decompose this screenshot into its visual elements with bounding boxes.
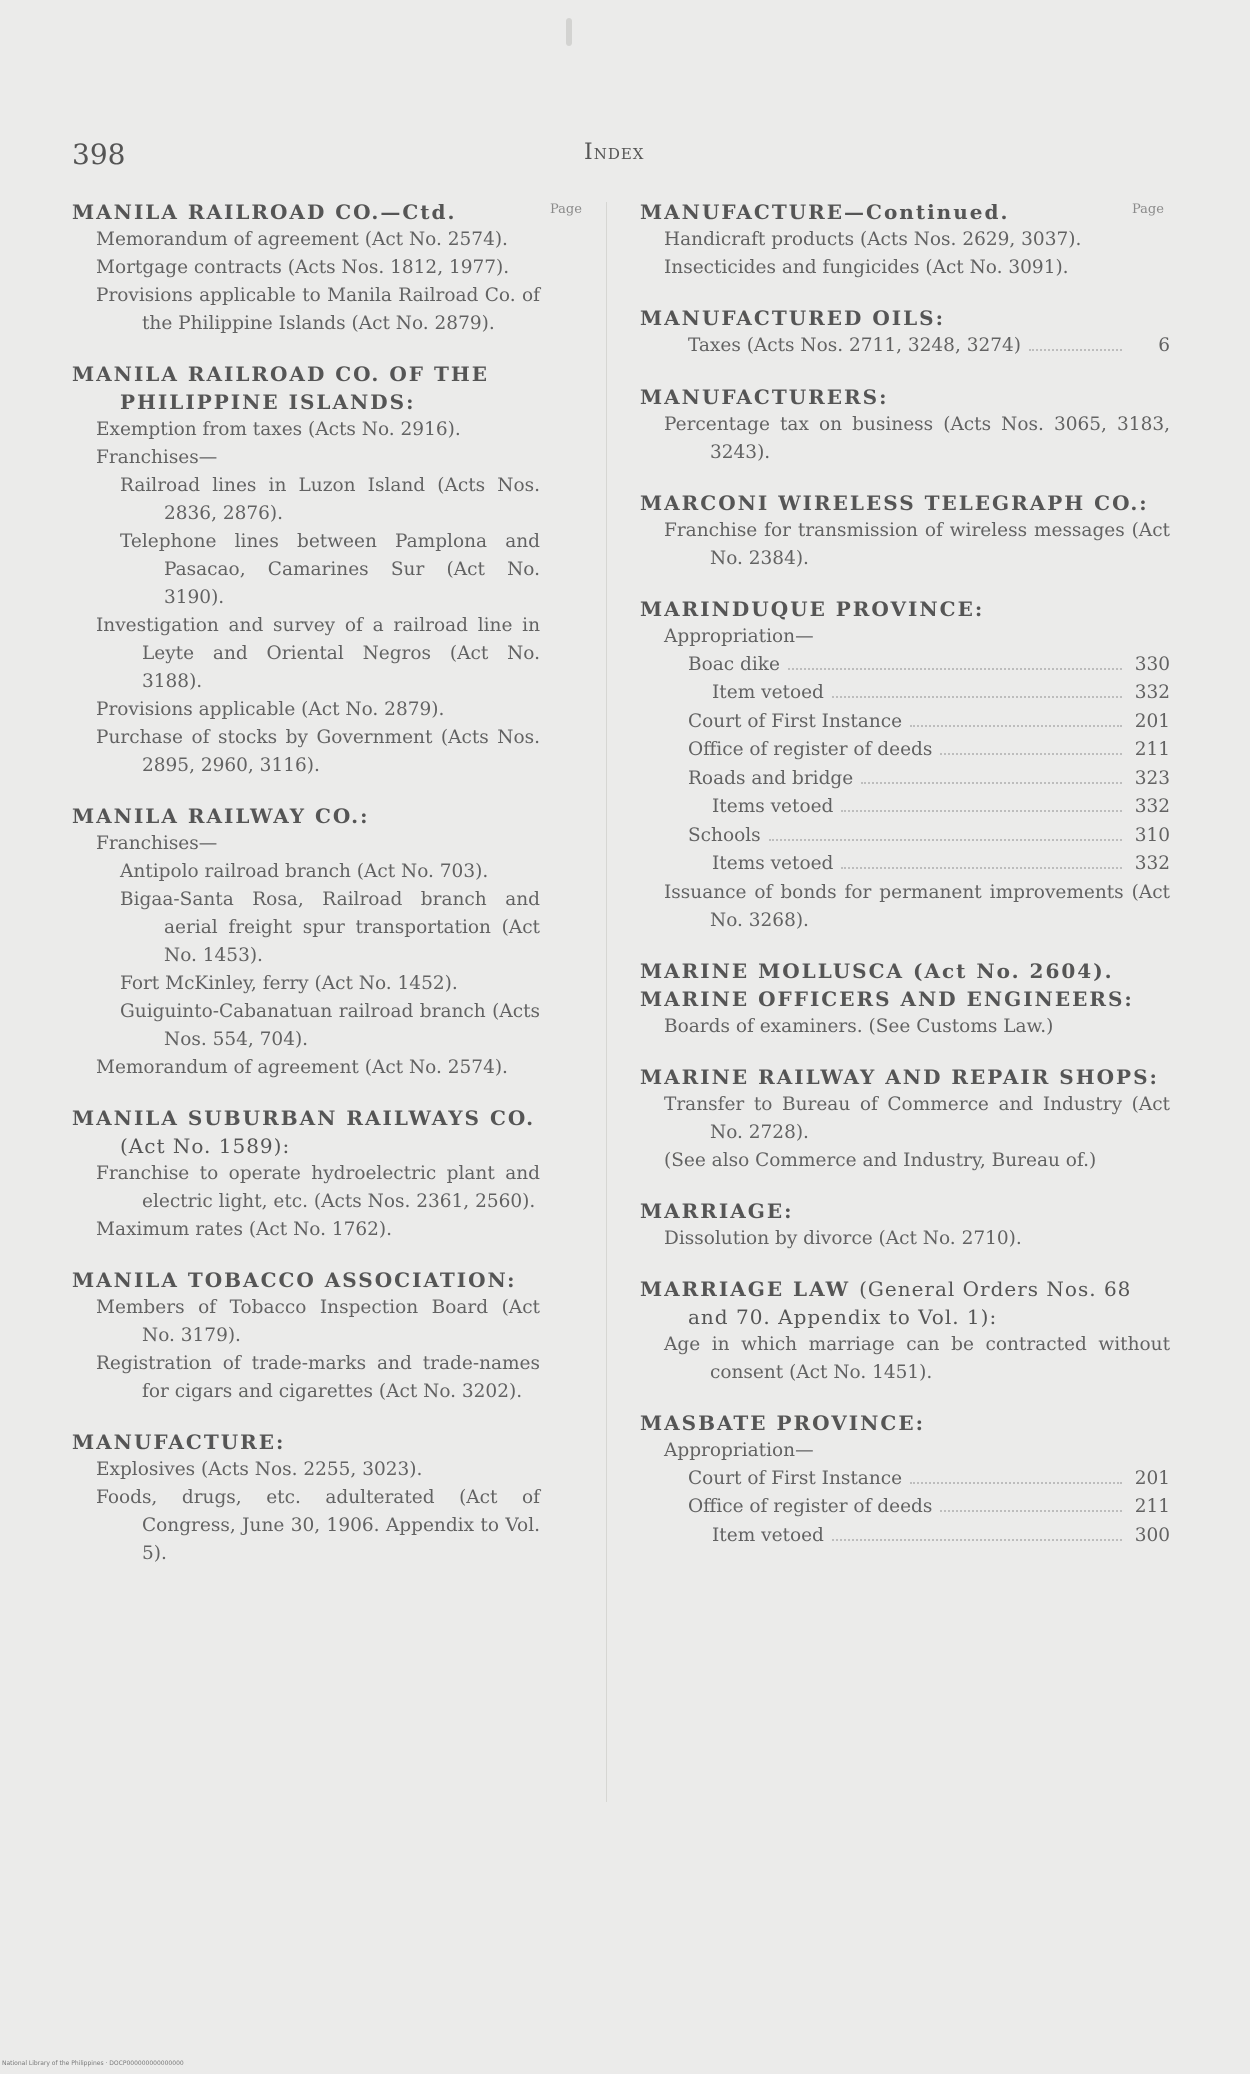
- row-page: 201: [1134, 1467, 1170, 1489]
- entry-subitem: Memorandum of agreement (Act No. 2574).: [96, 229, 508, 250]
- entry-heading: MARCONI WIRELESS TELEGRAPH CO.:: [640, 490, 1149, 515]
- index-entry: [72, 1428, 540, 1568]
- entry-heading: [640, 1275, 1170, 1331]
- row-page: 332: [1134, 682, 1170, 703]
- index-entry: [72, 1104, 540, 1244]
- row-page: 332: [1134, 853, 1170, 874]
- row-page: 300: [1134, 1524, 1170, 1546]
- entry-row: [640, 679, 1170, 708]
- leader-dots: [910, 1482, 1122, 1484]
- entry-row: [640, 708, 1170, 737]
- entry-heading: MANILA RAILWAY CO.:: [72, 804, 370, 828]
- entry-heading: MARINE OFFICERS AND ENGINEERS:: [640, 986, 1134, 1011]
- entry-row: [640, 1465, 1170, 1494]
- entry-heading: MASBATE PROVINCE:: [640, 1410, 925, 1435]
- leader-dots: [940, 1510, 1122, 1512]
- index-entry: [72, 1266, 540, 1406]
- entry-subitem: Investigation and survey of a railroad line in Leyte and Oriental Negros (Act No. 3188).: [96, 615, 540, 692]
- entry-heading: [72, 1104, 540, 1160]
- entry-heading-text: MARRIAGE LAW: [640, 1276, 851, 1301]
- row-page: 201: [1134, 710, 1170, 732]
- index-entry: [640, 1275, 1170, 1387]
- row-page: 323: [1134, 767, 1170, 789]
- entry-heading: MANUFACTURE:: [72, 1430, 286, 1454]
- entry-subitem: Exemption from taxes (Acts No. 2916).: [96, 419, 461, 440]
- entry-subitem: Franchise to operate hydroelectric plant and electric light, etc. (Acts Nos. 2361, 2560).: [96, 1163, 540, 1212]
- entry-subitem: Transfer to Bureau of Commerce and Industry (Act No. 2728).: [664, 1093, 1170, 1143]
- entry-heading-text: MANILA SUBURBAN RAILWAYS CO.: [72, 1106, 536, 1130]
- page-label-right: Page: [1132, 202, 1164, 217]
- page-number: 398: [72, 138, 126, 171]
- leader-dots: [769, 839, 1122, 841]
- scan-footer: National Library of the Philippines · DOCP000000000000000: [2, 2060, 184, 2067]
- row-name: Items vetoed: [712, 853, 834, 874]
- entry-subitem: Mortgage contracts (Acts Nos. 1812, 1977).: [96, 257, 510, 278]
- index-entry: [640, 198, 1170, 282]
- leader-dots: [841, 810, 1122, 812]
- entry-subitem: Fort McKinley, ferry (Act No. 1452).: [120, 973, 458, 994]
- row-name: Office of register of deeds: [688, 1496, 933, 1517]
- entry-subitem: Telephone lines between Pamplona and Pasacao, Camarines Sur (Act No. 3190).: [120, 531, 540, 608]
- entry-subitem: Memorandum of agreement (Act No. 2574).: [96, 1057, 508, 1078]
- left-column: [72, 198, 540, 1590]
- index-entry: [640, 383, 1170, 467]
- index-entry: [640, 304, 1170, 361]
- row-name: Item vetoed: [712, 682, 824, 703]
- entry-heading-tail: (Act No. 1589):: [120, 1134, 291, 1158]
- row-name: Taxes (Acts Nos. 2711, 3248, 3274): [688, 335, 1021, 356]
- entry-subitem: Bigaa-Santa Rosa, Railroad branch and aerial freight spur transportation (Act No. 1453).: [120, 889, 540, 966]
- entry-heading: MANILA RAILROAD CO.—Ctd.: [72, 200, 457, 224]
- entry-row: [640, 850, 1170, 879]
- leader-dots: [832, 1539, 1122, 1541]
- leader-dots: [1029, 349, 1122, 351]
- entry-subitem: Purchase of stocks by Government (Acts Nos. 2895, 2960, 3116).: [96, 727, 540, 776]
- entry-row: [640, 822, 1170, 851]
- entry-subitem: Explosives (Acts Nos. 2255, 3023).: [96, 1459, 423, 1480]
- index-entry: [640, 489, 1170, 573]
- entry-subitem: Franchise for transmission of wireless messages (Act No. 2384).: [664, 519, 1170, 569]
- entry-row: [640, 1522, 1170, 1551]
- index-entry: [640, 1409, 1170, 1551]
- entry-heading-tail: (General Orders Nos. 68 and 70. Appendix to Vol. 1):: [688, 1276, 1132, 1329]
- entry-row: [640, 793, 1170, 822]
- entry-subitem: Handicraft products (Acts Nos. 2629, 3037).: [664, 229, 1082, 250]
- scan-speck: [566, 18, 572, 46]
- row-page: 310: [1134, 824, 1170, 846]
- leader-dots: [910, 725, 1122, 727]
- entry-heading: MANILA TOBACCO ASSOCIATION:: [72, 1268, 517, 1292]
- entry-row: [640, 332, 1170, 361]
- index-entry: [72, 802, 540, 1082]
- row-name: Items vetoed: [712, 796, 834, 817]
- entry-heading: MARRIAGE:: [640, 1198, 794, 1223]
- entry-row: [640, 736, 1170, 765]
- entry-subitem: Provisions applicable (Act No. 2879).: [96, 699, 445, 720]
- entry-row: [640, 1493, 1170, 1522]
- page-label-left: Page: [550, 202, 582, 217]
- entry-subitem: Antipolo railroad branch (Act No. 703).: [120, 861, 489, 882]
- right-column: [640, 198, 1170, 1572]
- row-name: Schools: [688, 824, 761, 846]
- row-name: Item vetoed: [712, 1524, 824, 1546]
- running-head: Index: [584, 140, 645, 165]
- row-page: 6: [1158, 335, 1170, 356]
- entry-subitem: Percentage tax on business (Acts Nos. 3065, 3183, 3243).: [664, 413, 1170, 463]
- row-name: Boac dike: [688, 653, 780, 675]
- index-entry: [72, 360, 540, 780]
- leader-dots: [940, 753, 1122, 755]
- row-name: Roads and bridge: [688, 767, 854, 789]
- entry-subitem: Maximum rates (Act No. 1762).: [96, 1219, 393, 1240]
- entry-subheading: Appropriation—: [664, 625, 814, 647]
- index-entry: [640, 595, 1170, 935]
- entry-subitem: Railroad lines in Luzon Island (Acts Nos. 2836, 2876).: [120, 475, 540, 524]
- entry-subitem: Foods, drugs, etc. adulterated (Act of Congress, June 30, 1906. Appendix to Vol. 5).: [96, 1487, 540, 1564]
- row-page: 211: [1134, 1496, 1170, 1517]
- entry-subitem: Guiguinto-Cabanatuan railroad branch (Acts Nos. 554, 704).: [120, 1001, 540, 1050]
- leader-dots: [861, 782, 1122, 784]
- entry-subitem: Provisions applicable to Manila Railroad Co. of the Philippine Islands (Act No. 2879).: [96, 285, 540, 334]
- index-entry: [640, 1063, 1170, 1175]
- entry-heading: MANUFACTURE—Continued.: [640, 200, 1010, 224]
- entry-subitem: Insecticides and fungicides (Act No. 3091).: [664, 257, 1069, 278]
- entry-heading: MARINE RAILWAY AND REPAIR SHOPS:: [640, 1064, 1159, 1089]
- entry-row: [640, 765, 1170, 794]
- row-name: Court of First Instance: [688, 710, 903, 732]
- entry-subitem: Age in which marriage can be contracted without consent (Act No. 1451).: [664, 1333, 1170, 1383]
- index-entry: [640, 985, 1170, 1041]
- entry-subitem: Members of Tobacco Inspection Board (Act No. 3179).: [96, 1297, 540, 1346]
- entry-subheading: Franchises—: [96, 447, 218, 468]
- row-page: 330: [1134, 653, 1170, 675]
- row-page: 211: [1134, 739, 1170, 760]
- entry-heading: MARINE MOLLUSCA (Act No. 2604).: [640, 958, 1114, 983]
- leader-dots: [841, 867, 1122, 869]
- entry-row: [640, 651, 1170, 680]
- column-rule: [606, 202, 607, 1802]
- entry-subitem: Registration of trade-marks and trade-names for cigars and cigarettes (Act No. 3202).: [96, 1353, 540, 1402]
- entry-heading: MANILA RAILROAD CO. OF THE PHILIPPINE ISLANDS:: [72, 362, 489, 414]
- leader-dots: [788, 668, 1122, 670]
- entry-subitem: Issuance of bonds for permanent improvements (Act No. 3268).: [664, 881, 1170, 931]
- row-name: Court of First Instance: [688, 1467, 903, 1489]
- entry-subitem: Dissolution by divorce (Act No. 2710).: [664, 1227, 1022, 1249]
- row-name: Office of register of deeds: [688, 739, 933, 760]
- entry-subitem: Boards of examiners. (See Customs Law.): [664, 1015, 1054, 1037]
- entry-heading: MARINDUQUE PROVINCE:: [640, 596, 985, 621]
- index-entry: [640, 1197, 1170, 1253]
- index-entry: [640, 957, 1170, 985]
- entry-heading: MANUFACTURED OILS:: [640, 306, 946, 330]
- entry-heading: MANUFACTURERS:: [640, 384, 889, 409]
- entry-subheading: Franchises—: [96, 833, 218, 854]
- leader-dots: [832, 696, 1122, 698]
- index-entry: [72, 198, 540, 338]
- entry-subitem: (See also Commerce and Industry, Bureau of.): [664, 1149, 1097, 1171]
- entry-subheading: Appropriation—: [664, 1439, 814, 1461]
- row-page: 332: [1134, 796, 1170, 817]
